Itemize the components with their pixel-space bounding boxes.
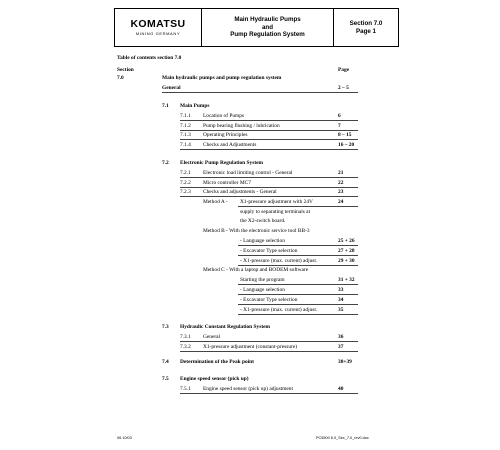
toc-entry-label: Location of Pumps	[203, 113, 245, 119]
title-line-1: Main Hydraulic Pumps	[234, 16, 301, 24]
method-c-item: Starting the program	[240, 277, 285, 283]
section-7-0-page: 2 – 5	[338, 85, 349, 91]
row-underline	[180, 177, 358, 178]
komatsu-logo	[115, 9, 202, 46]
toc-entry-label: General	[203, 334, 221, 340]
section-7-2-number: 7.2	[162, 160, 169, 166]
toc-entry-page: 16 – 20	[338, 142, 355, 148]
toc-entry-number: 7.2.3	[180, 189, 191, 195]
method-a-line-1: X1-pressure adjustment with 24V	[240, 199, 313, 205]
row-underline	[180, 351, 358, 352]
toc-entry-number: 7.3.2	[180, 344, 191, 350]
method-c-item-page: 35	[338, 307, 344, 313]
toc-entry-number: 7.5.1	[180, 386, 191, 392]
toc-entry-page: 36	[338, 334, 344, 340]
row-underline	[180, 120, 358, 121]
section-7-4-page: 38+39	[338, 359, 352, 365]
row-underline	[180, 341, 358, 342]
row-underline	[180, 149, 358, 150]
method-b-label: Method B - With the electronic service tool BB-3	[203, 228, 310, 234]
section-7-0-title: Main hydraulic pumps and pump regulation system	[162, 75, 282, 81]
title-line-3: Pump Regulation System	[230, 31, 305, 39]
toc-entry-label: Checks and Adjustments	[203, 142, 257, 148]
row-underline	[238, 284, 358, 285]
section-7-0-number: 7.0	[117, 75, 124, 81]
method-a-line-3: the X2-switch board.	[240, 218, 286, 224]
logo-text: KOMATSU	[130, 18, 186, 30]
toc-entry-page: 23	[338, 189, 344, 195]
section-7-2-title: Electronic Pump Regulation System	[180, 160, 264, 166]
toc-entry-number: 7.2.2	[180, 180, 191, 186]
section-page-box	[334, 9, 398, 46]
row-underline	[238, 245, 358, 246]
method-c-item: - Language selection	[240, 287, 285, 293]
row-underline	[238, 255, 358, 256]
section-column-header: Section	[117, 67, 134, 73]
method-b-item-page: 25 + 26	[338, 238, 355, 244]
toc-entry-page: 37	[338, 344, 344, 350]
method-b-item: - Language selection	[240, 238, 285, 244]
toc-entry-page: 22	[338, 180, 344, 186]
method-a-label: Method A -	[203, 199, 228, 205]
toc-entry-number: 7.3.1	[180, 334, 191, 340]
section-7-4-number: 7.4	[162, 359, 169, 365]
section-7-3-number: 7.3	[162, 324, 169, 330]
method-c-label: Method C - With a laptop and BODEM software	[203, 267, 309, 273]
title-line-2: and	[261, 23, 273, 31]
method-b-item-page: 27 + 28	[338, 248, 355, 254]
method-c-item-page: 31 + 32	[338, 277, 355, 283]
method-b-item: - X1-pressure (max. current) adjust.	[240, 258, 318, 264]
section-7-1-number: 7.1	[162, 103, 169, 109]
toc-entry-page: 8 – 15	[338, 132, 352, 138]
method-c-item: - X1-pressure (max. current) adjust.	[240, 307, 318, 313]
toc-entry-number: 7.1.1	[180, 113, 191, 119]
toc-entry-label: Pump bearing flushing / lubrication	[203, 123, 280, 129]
method-a-line-2: supply to separating terminals at	[240, 209, 311, 215]
toc-entry-page: 21	[338, 170, 344, 176]
method-a-page: 24	[338, 199, 344, 205]
section-number: Section 7.0	[349, 19, 383, 27]
logo-subtext: MINING GERMANY	[135, 31, 181, 36]
row-underline	[238, 314, 358, 315]
toc-entry-label: Electronic load limiting control - General	[203, 170, 293, 176]
section-7-4-title: Determination of the Peak point	[180, 359, 254, 365]
method-b-item: - Excavator Type selection	[240, 248, 298, 254]
toc-entry-label: Micro controller MC7	[203, 180, 251, 186]
method-c-item: - Excavator Type selection	[240, 297, 298, 303]
footer-filename: PC5500 6.0_Sec_7.0_rev0.doc	[316, 436, 369, 440]
footer-date: 06.10/03	[117, 436, 132, 440]
toc-entry-label: X1-pressure adjustment (constant-pressure)	[203, 344, 298, 350]
section-7-5-number: 7.5	[162, 376, 169, 382]
section-7-1-title: Main Pumps	[180, 103, 210, 109]
row-underline	[162, 92, 358, 93]
toc-entry-page: 6	[338, 113, 341, 119]
toc-entry-label: Engine speed sensor (pick up) adjustment	[203, 386, 293, 392]
toc-entry-number: 7.1.3	[180, 132, 191, 138]
row-underline	[238, 304, 358, 305]
section-7-5-title: Engine speed sensor (pick up)	[180, 376, 249, 382]
row-underline	[180, 196, 358, 197]
toc-entry-number: 7.1.2	[180, 123, 191, 129]
document-title	[202, 9, 334, 46]
page-number: Page 1	[356, 27, 376, 35]
toc-entry-number: 7.2.1	[180, 170, 191, 176]
toc-title: Table of contents section 7.0	[117, 55, 182, 61]
method-b-item-page: 29 + 30	[338, 258, 355, 264]
row-underline	[238, 265, 358, 266]
section-7-3-title: Hydraulic Constant Regulation System	[180, 324, 270, 330]
row-underline	[180, 393, 358, 394]
page-column-header: Page	[338, 67, 350, 73]
row-underline	[180, 130, 358, 131]
toc-entry-number: 7.1.4	[180, 142, 191, 148]
toc-entry-label: Checks and adjustments - General	[203, 189, 277, 195]
row-underline	[238, 294, 358, 295]
method-c-item-page: 34	[338, 297, 344, 303]
toc-entry-label: Operating Principles	[203, 132, 248, 138]
method-c-item-page: 33	[338, 287, 344, 293]
toc-entry-page: 7	[338, 123, 341, 129]
row-underline	[180, 139, 358, 140]
section-7-0-general: General	[162, 85, 181, 91]
row-underline	[180, 187, 358, 188]
row-underline	[238, 206, 358, 207]
toc-entry-page: 40	[338, 386, 344, 392]
page-header	[114, 8, 399, 47]
